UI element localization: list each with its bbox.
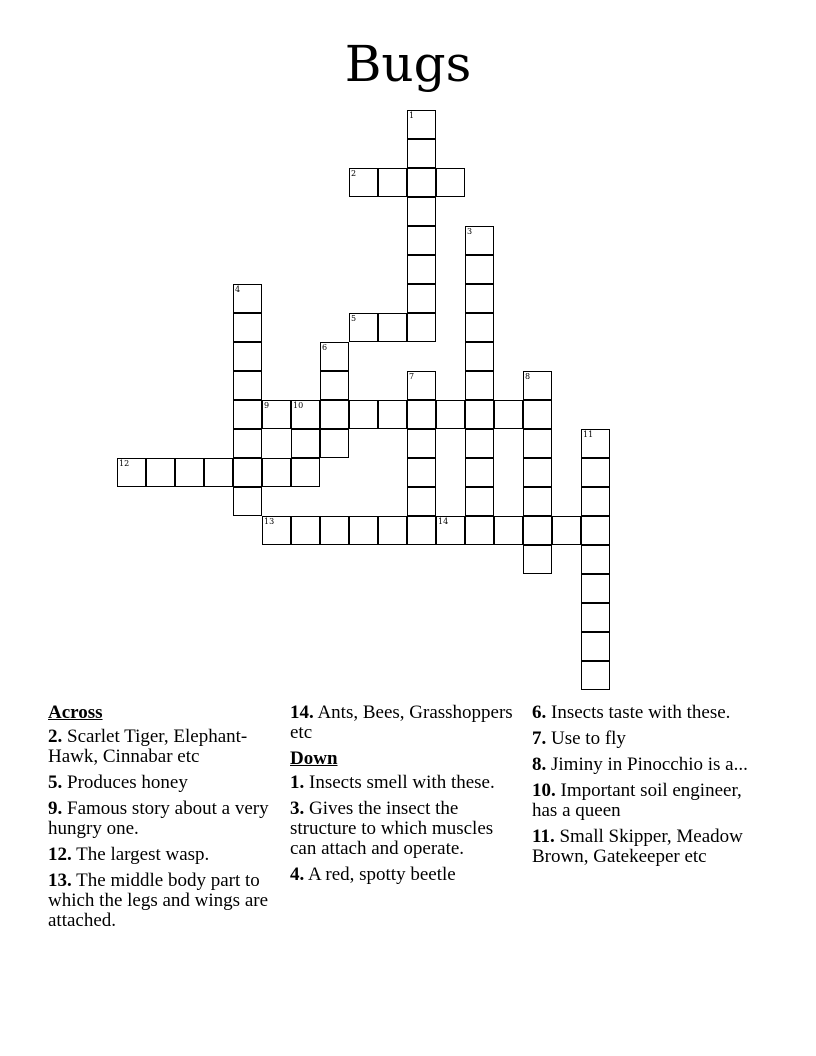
grid-cell[interactable]: [465, 313, 494, 342]
clue-down-1: 1. Insects smell with these.: [290, 772, 495, 793]
grid-cell[interactable]: [407, 110, 436, 139]
grid-cell[interactable]: [465, 458, 494, 487]
clue-across-2: 2. Scarlet Tiger, Elephant-Hawk, Cinnabar etc: [48, 726, 248, 767]
grid-cell[interactable]: [407, 400, 436, 429]
grid-cell[interactable]: [291, 400, 320, 429]
grid-cell[interactable]: [349, 400, 378, 429]
clue-down-11: 11. Small Skipper, Meadow Brown, Gatekeeper etc: [532, 826, 743, 867]
clue-number: 2: [351, 169, 357, 178]
grid-cell[interactable]: [378, 168, 407, 197]
grid-cell[interactable]: [465, 487, 494, 516]
clue-across-9: 9. Famous story about a very hungry one.: [48, 798, 269, 839]
grid-cell[interactable]: [349, 168, 378, 197]
clue-down-3: 3. Gives the insect the structure to which muscles can attach and operate.: [290, 798, 494, 859]
grid-cell[interactable]: [349, 516, 378, 545]
grid-cell[interactable]: [204, 458, 233, 487]
grid-cell[interactable]: [291, 429, 320, 458]
clue-across-13: 13. The middle body part to which the legs and wings are attached.: [48, 870, 269, 931]
grid-cell[interactable]: [320, 342, 349, 371]
clue-number: 7: [409, 372, 415, 381]
grid-cell[interactable]: [407, 139, 436, 168]
grid-cell[interactable]: [320, 516, 349, 545]
grid-cell[interactable]: [378, 400, 407, 429]
clue-across-5: 5. Produces honey: [48, 772, 188, 793]
clue-number: 10: [293, 401, 304, 410]
clue-column-2: [290, 703, 518, 891]
clue-across-12: 12. The largest wasp.: [48, 844, 210, 865]
grid-cell[interactable]: [494, 400, 523, 429]
grid-cell[interactable]: [436, 516, 465, 545]
grid-cell[interactable]: [436, 168, 465, 197]
grid-cell[interactable]: [233, 313, 262, 342]
grid-cell[interactable]: [465, 400, 494, 429]
clue-down-7: 7. Use to fly: [532, 728, 626, 749]
clue-number: 5: [351, 314, 357, 323]
grid-cell[interactable]: [581, 632, 610, 661]
grid-cell[interactable]: [581, 458, 610, 487]
grid-cell[interactable]: [523, 400, 552, 429]
grid-cell[interactable]: [523, 371, 552, 400]
grid-cell[interactable]: [581, 603, 610, 632]
grid-cell[interactable]: [407, 226, 436, 255]
grid-cell[interactable]: [407, 197, 436, 226]
grid-cell[interactable]: [233, 371, 262, 400]
clue-column-1: [48, 703, 276, 937]
grid-cell[interactable]: [407, 516, 436, 545]
grid-cell[interactable]: [494, 516, 523, 545]
grid-cell[interactable]: [407, 255, 436, 284]
grid-cell[interactable]: [146, 458, 175, 487]
grid-cell[interactable]: [233, 487, 262, 516]
grid-cell[interactable]: [581, 487, 610, 516]
clue-number: 4: [235, 285, 241, 294]
grid-cell[interactable]: [233, 284, 262, 313]
grid-cell[interactable]: [581, 661, 610, 690]
grid-cell[interactable]: [465, 255, 494, 284]
grid-cell[interactable]: [523, 545, 552, 574]
grid-cell[interactable]: [465, 342, 494, 371]
grid-cell[interactable]: [581, 516, 610, 545]
grid-cell[interactable]: [175, 458, 204, 487]
grid-cell[interactable]: [378, 516, 407, 545]
grid-cell[interactable]: [581, 545, 610, 574]
grid-cell[interactable]: [262, 516, 291, 545]
grid-cell[interactable]: [407, 313, 436, 342]
grid-cell[interactable]: [465, 226, 494, 255]
grid-cell[interactable]: [407, 371, 436, 400]
clue-number: 1: [409, 111, 415, 120]
grid-cell[interactable]: [523, 516, 552, 545]
grid-cell[interactable]: [436, 400, 465, 429]
grid-cell[interactable]: [407, 429, 436, 458]
down-heading: Down: [290, 748, 338, 769]
grid-cell[interactable]: [523, 458, 552, 487]
clue-down-6: 6. Insects taste with these.: [532, 702, 731, 723]
clue-number: 13: [264, 517, 275, 526]
grid-cell[interactable]: [378, 313, 407, 342]
grid-cell[interactable]: [233, 458, 262, 487]
grid-cell[interactable]: [320, 400, 349, 429]
grid-cell[interactable]: [407, 458, 436, 487]
page-title: Bugs: [344, 35, 472, 93]
grid-cell[interactable]: [407, 168, 436, 197]
grid-cell[interactable]: [291, 458, 320, 487]
clue-down-4: 4. A red, spotty beetle: [290, 864, 456, 885]
grid-cell[interactable]: [523, 487, 552, 516]
grid-cell[interactable]: [291, 516, 320, 545]
clue-number: 3: [467, 227, 473, 236]
grid-cell[interactable]: [233, 400, 262, 429]
across-heading: Across: [48, 702, 103, 723]
grid-cell[interactable]: [523, 429, 552, 458]
grid-cell[interactable]: [407, 487, 436, 516]
clue-down-8: 8. Jiminy in Pinocchio is a...: [532, 754, 748, 775]
clue-number: 6: [322, 343, 328, 352]
grid-cell[interactable]: [349, 313, 378, 342]
clue-column-3: [532, 703, 760, 873]
grid-cell[interactable]: [581, 429, 610, 458]
grid-cell[interactable]: [465, 516, 494, 545]
grid-cell[interactable]: [262, 400, 291, 429]
grid-cell[interactable]: [465, 429, 494, 458]
clue-number: 14: [438, 517, 449, 526]
grid-cell[interactable]: [552, 516, 581, 545]
grid-cell[interactable]: [117, 458, 146, 487]
clue-number: 12: [119, 459, 130, 468]
clue-number: 9: [264, 401, 270, 410]
grid-cell[interactable]: [581, 574, 610, 603]
grid-cell[interactable]: [465, 371, 494, 400]
clue-number: 8: [525, 372, 531, 381]
grid-cell[interactable]: [320, 371, 349, 400]
grid-cell[interactable]: [320, 429, 349, 458]
grid-cell[interactable]: [262, 458, 291, 487]
grid-cell[interactable]: [233, 429, 262, 458]
grid-cell[interactable]: [407, 284, 436, 313]
grid-cell[interactable]: [233, 342, 262, 371]
clue-down-10: 10. Important soil engineer, has a queen: [532, 780, 742, 821]
clue-across-14: 14. Ants, Bees, Grasshoppers etc: [290, 702, 513, 743]
grid-cell[interactable]: [465, 284, 494, 313]
clue-number: 11: [583, 430, 594, 439]
